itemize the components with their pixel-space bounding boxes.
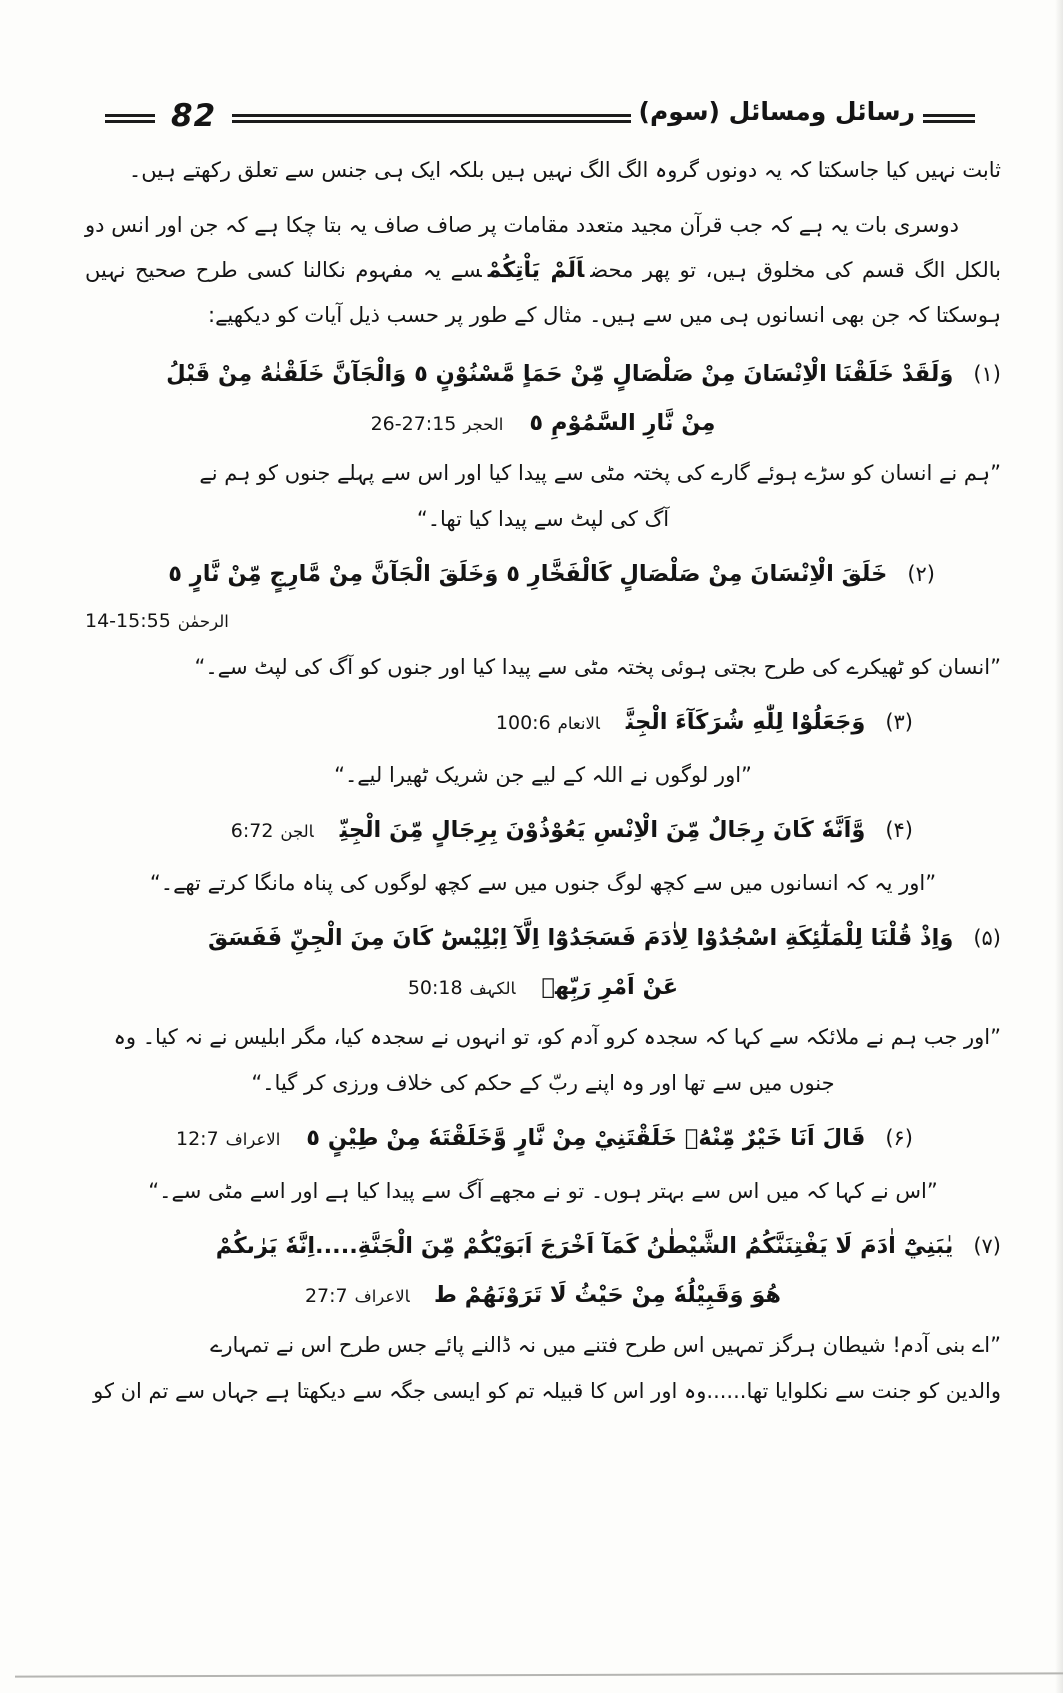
verse-arabic-line-1 [85,548,1001,600]
intro-paragraph-1: ثابت نہیں کیا جاسکتا کہ یہ دونوں گروہ الگ الگ نہیں ہیں بلکہ ایک ہی جنس سے تعلق رکھتے ہیں۔ [128,158,1001,182]
verse-arabic-text: عَنْ اَمْرِ رَبِّهٖ [541,974,679,1000]
verse-arabic-line-2 [85,400,1001,448]
verse-arabic-text: هُوَ وَقَبِيْلُهٗ مِنْ حَيْثُ لَا تَرَوْنَهُمْ ط [435,1282,782,1308]
verse-arabic-text: يٰبَنِيْٓ اٰدَمَ لَا يَفْتِنَنَّكُمُ الشَّيْطٰنُ كَمَآ اَخْرَجَ اَبَوَيْكُمْ مِّنَ الْجَنَّةِ.....اِنَّهٗ يَرٰىكُمْ [215,1233,954,1259]
header-title: رسائل ومسائل (سوم) [638,96,915,126]
verse-arabic-text: قَالَ اَنَا خَيْرٌ مِّنْهُۚ خَلَقْتَنِيْ مِنْ نَّارٍ وَّخَلَقْتَهٗ مِنْ طِيْنٍ ٥ [306,1125,866,1151]
verse-reference [85,607,229,633]
reference-number: 27:7 [304,1285,348,1307]
reference-number: 14-15:55 [85,610,171,632]
paragraph-text: سے یہ مفہوم نکالنا کسی طرح صحیح نہیں ہوسکتا کہ جن بھی انسانوں ہی میں سے ہیں۔ مثال کے طور پر حسب ذیل آیات کو دیکھیے: [85,258,1001,327]
verse-number: (۴) [885,818,913,842]
reference-number: 12:7 [175,1128,219,1150]
verse-reference-line [85,600,1001,642]
reference-surah: الاعراف [354,1287,410,1306]
reference-number: 26-27:15 [370,413,457,435]
page-header [105,96,975,136]
page-body [85,148,1001,1420]
verse-arabic-line-1 [85,804,1001,858]
verse-reference [496,709,600,735]
reference-number: 100:6 [495,712,551,734]
verse-translation [85,752,1001,798]
verse-arabic-line-1 [85,1112,1001,1166]
scan-edge-shade [1055,0,1063,1693]
verse-item-1 [85,348,1001,542]
verse-number: (۷) [973,1234,1001,1258]
verse-translation [85,644,1001,690]
reference-surah: الجن [280,822,314,841]
reference-surah: الاعراف [225,1130,281,1149]
translation-line: ”اور جب ہم نے ملائکہ سے کہا کہ سجدہ کرو آدم کو، تو انہوں نے سجدہ کیا، مگر ابلیس نے نہ کیا۔ وہ [113,1025,1001,1049]
verse-translation [85,1322,1001,1414]
verse-number: (۶) [885,1126,913,1150]
verse-number: (۱) [973,362,1001,386]
reference-surah: الرحمٰن [177,612,229,631]
verse-arabic-text: وَجَعَلُوْا لِلّٰهِ شُرَكَآءَ الْجِنَّ [625,709,866,735]
translation-line: ”ہم نے انسان کو سڑے ہوئے گارے کی پختہ مٹی سے پیدا کیا اور اس سے پہلے جنوں کو ہم نے [199,461,1001,485]
verse-number: (۲) [907,562,935,586]
translation-line: ”اے بنی آدم! شیطان ہرگز تمہیں اس طرح فتنے میں نہ ڈالنے پائے جس طرح اس نے تمہارے [210,1333,1001,1357]
translation-line: ”انسان کو ٹھیکرے کی طرح بجتی ہوئی پختہ مٹی سے پیدا کیا اور جنوں کو آگ کی لپٹ سے۔“ [194,655,1001,679]
verse-translation [85,860,1001,906]
reference-surah: الحجر [463,415,504,434]
reference-number: 50:18 [407,977,463,999]
verse-arabic-line-2 [85,1272,1001,1320]
translation-line: جنوں میں سے تھا اور وہ اپنے ربّ کے حکم کی خلاف ورزی کر گیا۔“ [251,1071,835,1095]
verse-arabic-line-1 [85,696,1001,750]
translation-line: آگ کی لپٹ سے پیدا کیا تھا۔“ [416,507,670,531]
verse-reference [176,1125,280,1151]
verse-arabic-line-1 [85,912,1001,964]
verse-reference [371,410,504,436]
scan-artifact-line [15,1672,1063,1677]
verse-translation [85,1168,1001,1214]
header-rule-middle [232,114,630,123]
verse-arabic-line-2 [85,964,1001,1012]
verse-reference [231,817,314,843]
intro-paragraph-2 [85,203,1001,338]
translation-line: ”اور لوگوں نے اللہ کے لیے جن شریک ٹھیرا لیے۔“ [334,763,752,787]
verse-item-4 [85,804,1001,906]
verse-item-5 [85,912,1001,1106]
translation-line: ”اس نے کہا کہ میں اس سے بہتر ہوں۔ تو نے مجھے آگ سے پیدا کیا ہے اور اسے مٹی سے۔“ [148,1179,938,1203]
verse-reference [408,974,516,1000]
verse-arabic-line-1 [85,348,1001,400]
header-rule-left [105,114,155,123]
verse-item-6 [85,1112,1001,1214]
verse-item-3 [85,696,1001,798]
reference-surah: الانعام [557,714,600,733]
translation-line: والدین کو جنت سے نکلوایا تھا......وہ اور اس کا قبیلہ تم کو ایسی جگہ سے دیکھتا ہے جہاں سے تم ان کو [93,1379,1001,1403]
verse-arabic-text: خَلَقَ الْاِنْسَانَ مِنْ صَلْصَالٍ كَالْفَخَّارِ ٥ وَخَلَقَ الْجَآنَّ مِنْ مَّارِجٍ مِّنْ نَّارٍ ٥ [168,561,888,587]
page-number: 82 [171,98,217,134]
verse-arabic-line-1 [85,1220,1001,1272]
verse-item-2 [85,548,1001,690]
verse-reference [305,1282,410,1308]
verse-item-7 [85,1220,1001,1414]
translation-line: ”اور یہ کہ انسانوں میں سے کچھ لوگ جنوں میں سے کچھ لوگوں کی پناہ مانگا کرتے تھے۔“ [149,871,937,895]
verse-translation [85,1014,1001,1106]
header-rule-right [923,114,975,123]
inline-quran-phrase: اَلَمْ يَاْتِكُمْ [487,258,585,283]
verse-number: (۳) [885,710,913,734]
reference-number: 6:72 [230,820,274,842]
verse-number: (۵) [973,926,1001,950]
paragraph-text: دوسری بات یہ ہے کہ جب قرآن مجید متعدد مقامات پر صاف صاف یہ بتا چکا ہے کہ جن اور انس دو بالکل الگ قسم کی مخلوق ہیں، تو پھر محض [85,213,1002,282]
verse-arabic-text: وَلَقَدْ خَلَقْنَا الْاِنْسَانَ مِنْ صَلْصَالٍ مِّنْ حَمَاٍ مَّسْنُوْنٍ ٥ وَالْجَآنَّ خَلَقْنٰهُ مِنْ قَبْلُ [166,361,954,387]
verse-arabic-text: مِنْ نَّارِ السَّمُوْمِ ٥ [529,410,716,436]
verse-translation [85,450,1001,542]
verse-arabic-text: وَاِذْ قُلْنَا لِلْمَلٰٓئِكَةِ اسْجُدُوْا لِاٰدَمَ فَسَجَدُوْٓا اِلَّآ اِبْلِيْسَؕ كَانَ مِنَ الْجِنِّ فَفَسَقَ [208,925,954,951]
verse-arabic-text: وَّاَنَّهٗ كَانَ رِجَالٌ مِّنَ الْاِنْسِ يَعُوْذُوْنَ بِرِجَالٍ مِّنَ الْجِنِّ [339,817,866,843]
reference-surah: الکہف [469,979,516,998]
